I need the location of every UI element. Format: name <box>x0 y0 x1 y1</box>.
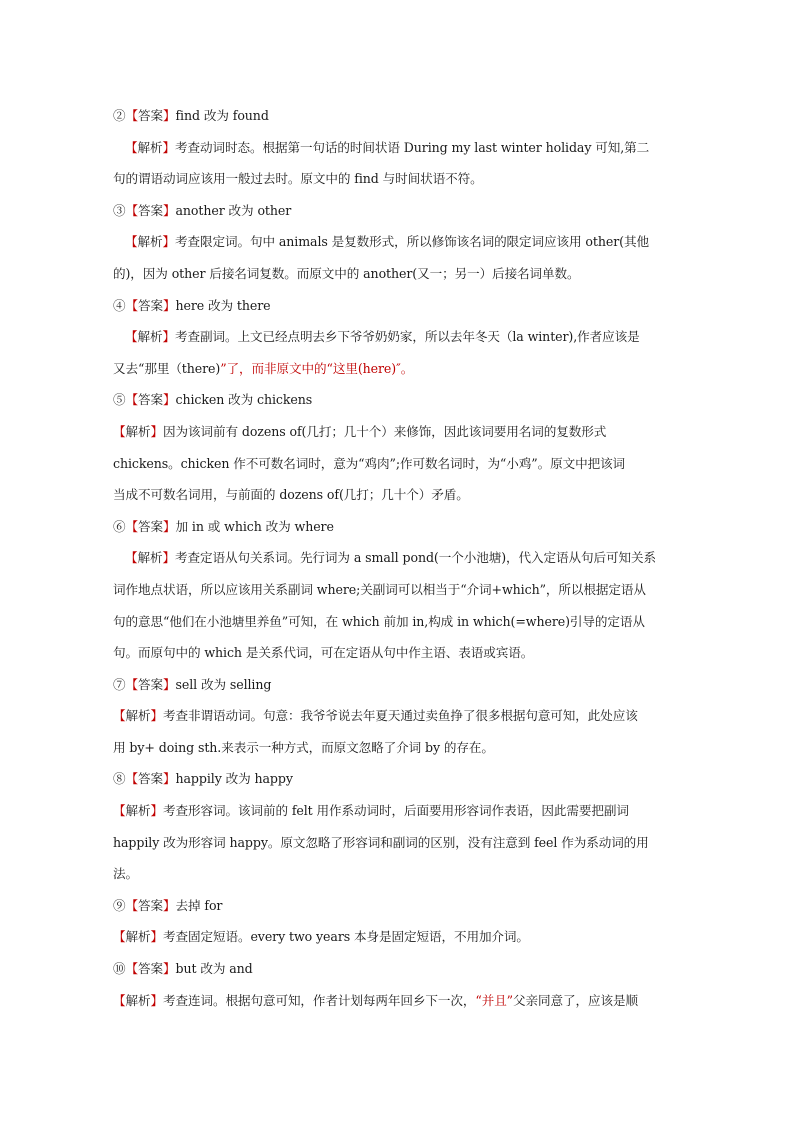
line-text: 又去“那里（there) <box>113 360 221 376</box>
line-text: ⑧【答案】happily 改为 happy <box>113 771 293 787</box>
explanation-line <box>113 700 708 732</box>
bracket-mark: 【 <box>113 708 126 724</box>
bracket-mark: 】 <box>162 234 175 250</box>
line-text: 【解析】考查限定词。句中 animals 是复数形式，所以修饰该名词的限定词应该用 other(其他 <box>125 234 649 250</box>
bracket-mark: 】 <box>163 897 176 913</box>
bracket-mark: 【 <box>125 897 138 913</box>
answer-explanations <box>113 100 708 1016</box>
bracket-mark: 【 <box>125 392 138 408</box>
highlighted-text: “并且” <box>475 992 514 1008</box>
answer-line <box>113 763 708 795</box>
line-text: ⑨【答案】去掉 for <box>113 897 223 913</box>
bracket-mark: 】 <box>150 929 163 945</box>
line-text: ②【答案】find 改为 found <box>113 108 269 123</box>
bracket-mark: 】 <box>162 550 175 566</box>
line-text: 【解析】考查副词。上文已经点明去乡下爷爷奶奶家，所以去年冬天（la winter),作者应该是 <box>125 329 640 345</box>
bracket-mark: 【 <box>125 202 138 218</box>
line-text: 父亲同意了，应该是顺 <box>513 992 638 1008</box>
answer-line <box>113 290 708 322</box>
bracket-mark: 【 <box>125 329 138 345</box>
line-text: ⑥【答案】加 in 或 which 改为 where <box>113 518 334 534</box>
bracket-mark: 【 <box>125 518 138 534</box>
text-line <box>113 448 708 480</box>
line-text: 【解析】考查动词时态。根据第一句话的时间状语 During my last winter holiday 可知,第二 <box>125 139 650 155</box>
line-text: ③【答案】another 改为 other <box>113 202 292 218</box>
answer-line <box>113 195 708 227</box>
bracket-mark: 】 <box>162 139 175 155</box>
line-text: 【解析】考查连词。根据句意可知，作者计划每两年回乡下一次， <box>113 992 476 1008</box>
bracket-mark: 【 <box>125 961 138 977</box>
bracket-mark: 】 <box>150 803 163 819</box>
line-text: ⑦【答案】sell 改为 selling <box>113 676 272 692</box>
line-text: 句。而原句中的 which 是关系代词，可在定语从句中作主语、表语或宾语。 <box>113 645 534 661</box>
line-text: 句的意思“他们在小池塘里养鱼”可知，在 which 前加 in,构成 in which(=where)引导的定语从 <box>113 613 645 629</box>
highlighted-text: ”了，而非原文中的“这里(here)″。 <box>220 360 414 376</box>
line-text: 【解析】考查非谓语动词。句意：我爷爷说去年夏天通过卖鱼挣了很多根据句意可知，此处应该 <box>113 708 638 724</box>
bracket-mark: 【 <box>125 550 138 566</box>
explanation-line <box>113 226 708 258</box>
text-line <box>113 163 708 195</box>
bracket-mark: 】 <box>150 708 163 724</box>
text-line <box>113 858 708 890</box>
answer-line <box>113 669 708 701</box>
line-text: 当成不可数名词用，与前面的 dozens of(几打；几十个）矛盾。 <box>113 487 469 503</box>
line-text: 【解析】因为该词前有 dozens of(几打；几十个）来修饰，因此该词要用名词的复数形式 <box>113 423 607 439</box>
line-text: 句的谓语动词应该用一般过去时。原文中的 find 与时间状语不符。 <box>113 171 483 187</box>
bracket-mark: 】 <box>163 771 176 787</box>
line-text: 【解析】考查形容词。该词前的 felt 用作系动词时，后面要用形容词作表语，因此需要把副词 <box>113 803 629 819</box>
bracket-mark: 【 <box>125 139 138 155</box>
bracket-mark: 】 <box>150 992 163 1008</box>
explanation-line <box>113 416 708 448</box>
explanation-line <box>113 321 708 353</box>
line-text: 法。 <box>113 866 138 882</box>
bracket-mark: 【 <box>125 108 138 123</box>
text-line <box>113 479 708 511</box>
bracket-mark: 】 <box>163 518 176 534</box>
line-text: 【解析】考查定语从句关系词。先行词为 a small pond(一个小池塘)，代入定语从句后可知关系 <box>125 550 656 566</box>
bracket-mark: 【 <box>125 771 138 787</box>
line-text: happily 改为形容词 happy。原文忽略了形容词和副词的区别，没有注意到 feel 作为系动词的用 <box>113 834 649 850</box>
text-line <box>113 353 708 385</box>
bracket-mark: 】 <box>163 961 176 977</box>
bracket-mark: 【 <box>113 423 126 439</box>
text-line <box>113 732 708 764</box>
bracket-mark: 】 <box>162 329 175 345</box>
explanation-line <box>113 542 708 574</box>
answer-line <box>113 384 708 416</box>
bracket-mark: 【 <box>125 234 138 250</box>
line-text: 用 by+ doing sth.来表示一种方式，而原文忽略了介词 by 的存在。 <box>113 739 494 755</box>
answer-line <box>113 890 708 922</box>
text-line <box>113 637 708 669</box>
text-line <box>113 574 708 606</box>
bracket-mark: 【 <box>113 929 126 945</box>
line-text: ④【答案】here 改为 there <box>113 297 271 313</box>
bracket-mark: 【 <box>125 676 138 692</box>
explanation-line <box>113 985 708 1017</box>
line-text: ⑩【答案】but 改为 and <box>113 961 253 977</box>
explanation-line <box>113 795 708 827</box>
answer-line <box>113 953 708 985</box>
answer-line <box>113 511 708 543</box>
line-text: ⑤【答案】chicken 改为 chickens <box>113 392 313 408</box>
text-line <box>113 827 708 859</box>
explanation-line <box>113 132 708 164</box>
bracket-mark: 【 <box>113 803 126 819</box>
bracket-mark: 】 <box>163 108 176 123</box>
bracket-mark: 】 <box>163 297 176 313</box>
explanation-line <box>113 921 708 953</box>
line-text: chickens。chicken 作不可数名词时，意为“鸡肉”;作可数名词时，为“小鸡”。原文中把该词 <box>113 455 626 471</box>
text-line <box>113 606 708 638</box>
answer-line <box>113 100 708 132</box>
text-line <box>113 258 708 290</box>
line-text: 词作地点状语，所以应该用关系副词 where;关副词可以相当于“介词+which”，所以根据定语从 <box>113 581 646 597</box>
bracket-mark: 【 <box>125 297 138 313</box>
bracket-mark: 】 <box>150 423 163 439</box>
bracket-mark: 】 <box>163 676 176 692</box>
line-text: 【解析】考查固定短语。every two years 本身是固定短语，不用加介词。 <box>113 929 529 945</box>
bracket-mark: 】 <box>163 392 176 408</box>
bracket-mark: 【 <box>113 992 126 1008</box>
bracket-mark: 】 <box>163 202 176 218</box>
line-text: 的)，因为 other 后接名词复数。而原文中的 another(又一；另一）后接名词单数。 <box>113 265 580 281</box>
